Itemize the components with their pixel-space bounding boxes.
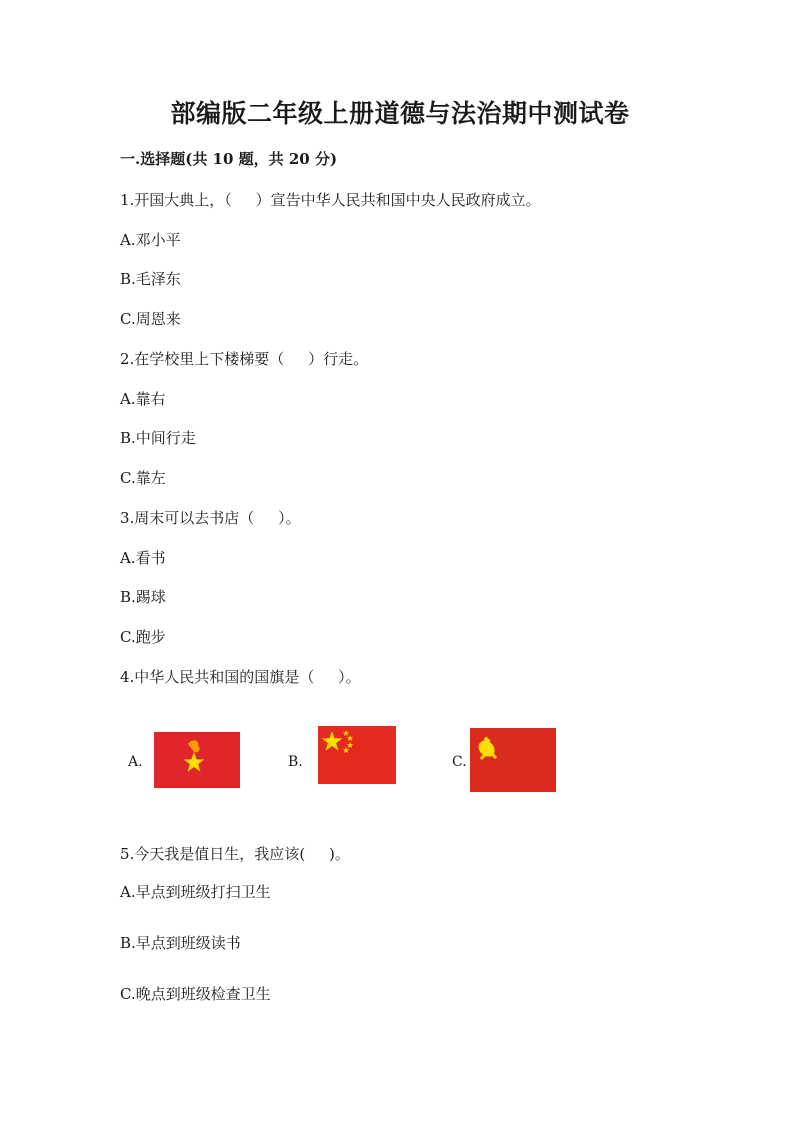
question-2-option-c: C.靠左 bbox=[120, 469, 166, 487]
question-5-option-c: C.晚点到班级检查卫生 bbox=[120, 985, 271, 1003]
section-heading: 一.选择题(共 10 题，共 20 分) bbox=[120, 150, 338, 168]
question-3-stem: 3.周末可以去书店（ ）。 bbox=[120, 509, 301, 527]
party-flag-icon bbox=[470, 728, 556, 792]
question-1-stem: 1.开国大典上，（ ）宣告中华人民共和国中央人民政府成立。 bbox=[120, 191, 541, 209]
question-5-option-b: B.早点到班级读书 bbox=[120, 934, 241, 952]
question-3-option-c: C.跑步 bbox=[120, 628, 166, 646]
question-1-option-c: C.周恩来 bbox=[120, 310, 181, 328]
question-4-option-a: A. bbox=[128, 754, 143, 770]
question-2-stem: 2.在学校里上下楼梯要（ ）行走。 bbox=[120, 350, 369, 368]
question-3-option-b: B.踢球 bbox=[120, 588, 166, 606]
question-5-stem: 5.今天我是值日生，我应该( )。 bbox=[120, 845, 350, 863]
question-1-option-a: A.邓小平 bbox=[120, 231, 181, 249]
question-3-option-a: A.看书 bbox=[120, 549, 166, 567]
question-5-option-a: A.早点到班级打扫卫生 bbox=[120, 883, 271, 901]
question-4-flag-options bbox=[120, 724, 580, 794]
young-pioneer-flag-icon bbox=[154, 732, 240, 788]
page-title: 部编版二年级上册道德与法治期中测试卷 bbox=[170, 99, 630, 128]
question-2-option-b: B.中间行走 bbox=[120, 429, 196, 447]
question-2-option-a: A.靠右 bbox=[120, 390, 166, 408]
national-flag-icon bbox=[318, 726, 396, 784]
question-4-stem: 4.中华人民共和国的国旗是（ ）。 bbox=[120, 668, 361, 686]
question-4-option-c: C. bbox=[452, 754, 467, 770]
question-4-option-b: B. bbox=[288, 754, 303, 770]
question-1-option-b: B.毛泽东 bbox=[120, 270, 181, 288]
